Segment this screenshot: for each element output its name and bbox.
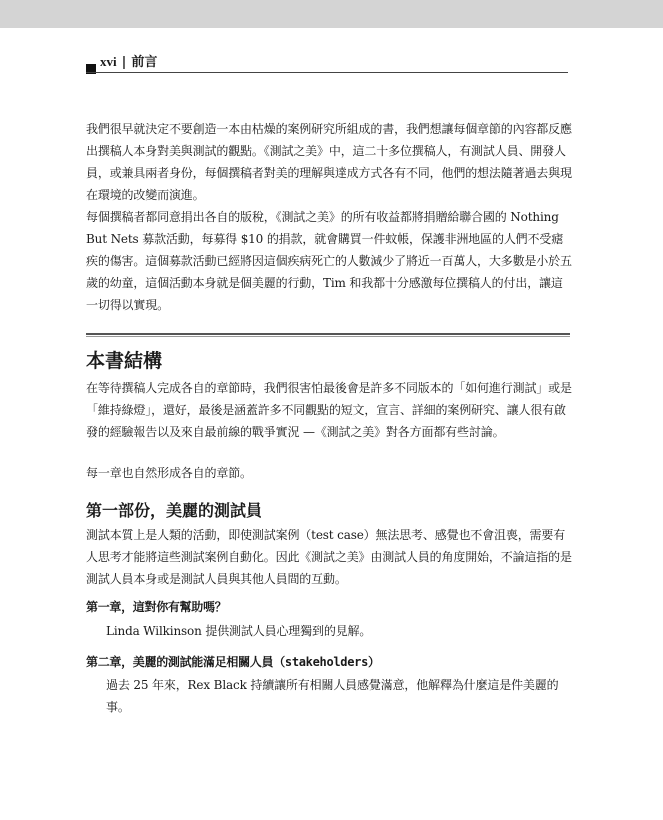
page-number: xvi: [100, 54, 117, 69]
part-intro-paragraph: 測試本質上是人類的活動，即使測試案例（test case）無法思考、感覺也不會沮喪，需要有人思考才能將這些測試案例自動化。因此《測試之美》由測試人員的角度開始，不論這指的是測試人員本身或是測試人員與其他人員間的互動。: [86, 528, 572, 586]
section-divider: [86, 333, 570, 337]
part-title: 第一部份，美麗的測試員: [86, 501, 263, 520]
chapter-2-heading: 第二章，美麗的測試能滿足相關人員（stakeholders）: [86, 655, 380, 669]
structure-paragraph-1: 在等待撰稿人完成各自的章節時，我們很害怕最後會是許多不同版本的「如何進行測試」或是「維持綠燈」，還好，最後是涵蓋許多不同觀點的短文，宣言、詳細的案例研究、讓人很有啟發的經驗報告以及來自最前線的戰爭實況 —《測試之美》對各方面都有些討論。: [86, 381, 572, 439]
running-header: [100, 51, 157, 70]
structure-paragraph-2: 每一章也自然形成各自的章節。: [86, 466, 252, 480]
chapter-1-heading: 第一章，這對你有幫助嗎？: [86, 600, 227, 614]
intro-paragraph-1: 我們很早就決定不要創造一本由枯燥的案例研究所組成的書，我們想讓每個章節的內容都反應出撰稿人本身對美與測試的觀點。《測試之美》中，這二十多位撰稿人，有測試人員、開發人員，或兼具兩者身份，每個撰稿者對美的理解與達成方式各有不同，他們的想法隨著過去與現在環境的改變而演進。: [86, 122, 572, 202]
chapter-2-description: 過去 25 年來，Rex Black 持續讓所有相關人員感覺滿意，他解釋為什麼這是件美麗的事。: [106, 678, 559, 714]
header-rule: [86, 72, 568, 73]
header-section: 前言: [131, 55, 158, 70]
chapter-1-description: Linda Wilkinson 提供測試人員心理獨到的見解。: [106, 624, 372, 638]
intro-paragraph-2: 每個撰稿者都同意捐出各自的版稅，《測試之美》的所有收益都將捐贈給聯合國的 Nothing But Nets 募款活動，每募得 $10 的捐款，就會購買一件蚊帳，保護非洲地區的人們不受瘧疾的傷害。這個募款活動已經將因這個疾病死亡的人數減少了將近一百萬人，大多數是小於五歲的幼童，這個活動本身就是個美麗的行動，Tim 和我都十分感激每位撰稿人的付出，讓這一切得以實現。: [86, 210, 572, 312]
header-separator: |: [121, 55, 127, 70]
top-gray-band: [0, 0, 663, 28]
section-title: 本書結構: [86, 350, 163, 372]
